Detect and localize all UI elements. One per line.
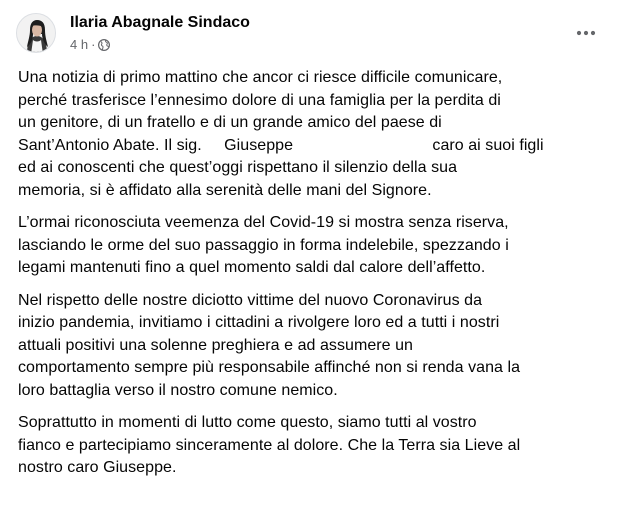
post-paragraph: L’ormai riconosciuta veemenza del Covid-19 si mostra senza riserva, lasciando le orme del suo passaggio in forma indelebile, spezzando i legami mantenuti fino a quel momento saldi dal calore dell’affetto. bbox=[18, 214, 509, 276]
post-paragraph: Soprattutto in momenti di lutto come questo, siamo tutti al vostro fianco e partecipiamo sinceramente al dolore. Che la Terra sia Lieve al nostro caro Giuseppe. bbox=[18, 414, 521, 476]
post-header bbox=[16, 9, 250, 57]
globe-icon[interactable] bbox=[98, 39, 110, 51]
more-options-icon bbox=[576, 30, 596, 36]
post-subline bbox=[70, 37, 250, 53]
post-timestamp[interactable]: 4 h bbox=[70, 37, 89, 52]
post-paragraph: Nel rispetto delle nostre diciotto vittime del nuovo Coronavirus da inizio pandemia, invitiamo i cittadini a rivolgere loro ed a tutti i nostri attuali positivi una solenne preghiera e ad assumere un comportamento sempre più responsabile affinché non si renda vana la loro battaglia verso il nostro comune nemico. bbox=[18, 291, 521, 399]
post-paragraph: Una notizia di primo mattino che ancor ci riesce difficile comunicare, perché trasferisce l’ennesimo dolore di una famiglia per la perdita di un genitore, di un fratello e di un grande amico del paese di Sant’Antonio Abate. Il sig. Giuseppe caro ai suoi figli ed ai conoscenti che quest’oggi rispettano il silenzio della sua memoria, si è affidato alla serenità delle mani del Signore. bbox=[18, 69, 544, 199]
author-avatar[interactable] bbox=[16, 13, 56, 53]
profile-photo-image bbox=[17, 14, 56, 53]
post-meta bbox=[70, 13, 250, 53]
author-name[interactable]: Ilaria Abagnale Sindaco bbox=[70, 14, 250, 31]
post-body bbox=[18, 67, 614, 480]
more-options-button[interactable] bbox=[568, 18, 604, 48]
separator-dot: · bbox=[91, 37, 96, 52]
